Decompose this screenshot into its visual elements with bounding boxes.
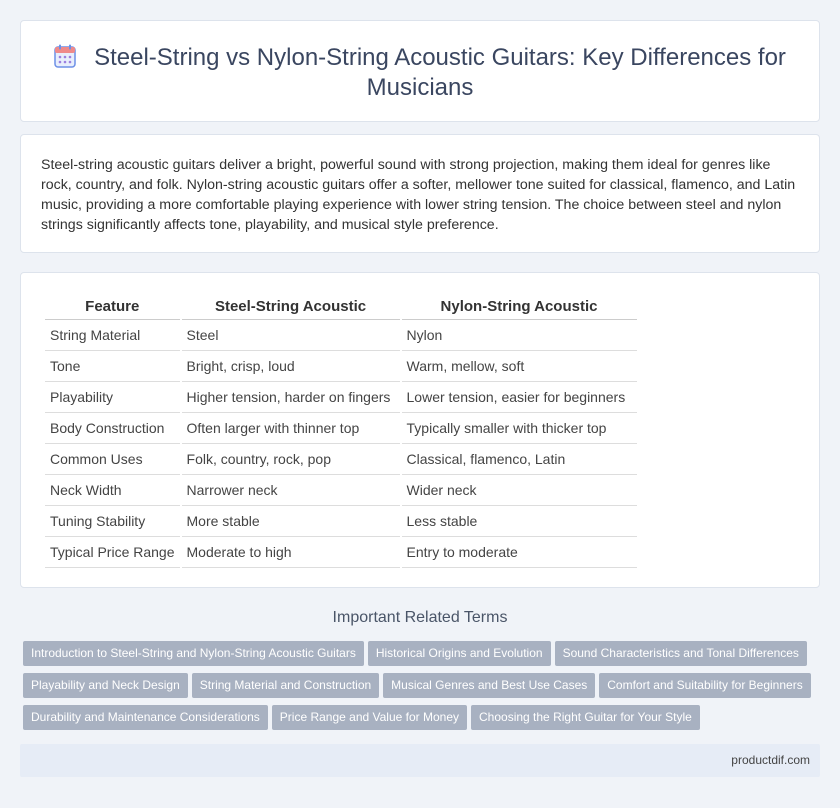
table-row xyxy=(44,350,637,381)
comparison-card xyxy=(20,272,820,588)
header-steel: Steel-String Acoustic xyxy=(181,295,401,319)
feature-cell: Tuning Stability xyxy=(44,505,181,536)
steel-cell: Folk, country, rock, pop xyxy=(181,443,401,474)
related-term-tag[interactable]: Durability and Maintenance Considerations xyxy=(23,705,268,730)
feature-cell: String Material xyxy=(44,319,181,350)
calendar-icon xyxy=(54,44,76,68)
nylon-cell: Lower tension, easier for beginners xyxy=(401,381,637,412)
table-row xyxy=(44,443,637,474)
related-term-tag[interactable]: Introduction to Steel-String and Nylon-String Acoustic Guitars xyxy=(23,641,364,666)
header-feature: Feature xyxy=(44,295,181,319)
table-row xyxy=(44,319,637,350)
steel-cell: Often larger with thinner top xyxy=(181,412,401,443)
related-terms-tags xyxy=(23,641,823,737)
nylon-cell: Classical, flamenco, Latin xyxy=(401,443,637,474)
feature-cell: Body Construction xyxy=(44,412,181,443)
header-card xyxy=(20,20,820,122)
table-row xyxy=(44,474,637,505)
table-row xyxy=(44,505,637,536)
page-title-container xyxy=(21,43,819,103)
tag-row xyxy=(23,641,823,673)
related-term-tag[interactable]: Historical Origins and Evolution xyxy=(368,641,551,666)
nylon-cell: Entry to moderate xyxy=(401,536,637,567)
related-term-tag[interactable]: Musical Genres and Best Use Cases xyxy=(383,673,595,698)
related-term-tag[interactable]: Price Range and Value for Money xyxy=(272,705,467,730)
steel-cell: More stable xyxy=(181,505,401,536)
footer-bar xyxy=(20,744,820,777)
table-row xyxy=(44,381,637,412)
related-term-tag[interactable]: Comfort and Suitability for Beginners xyxy=(599,673,810,698)
summary-text: Steel-string acoustic guitars deliver a bright, powerful sound with strong projection, making them ideal for genres like rock, country, and folk. Nylon-string acoustic guitars offer a softer, mellower tone suited for classical, flamenco, and Latin music, providing a more comfortable playing experience with lower string tension. The choice between steel and nylon strings significantly affects tone, playability, and musical style preference. xyxy=(41,157,796,233)
steel-cell: Moderate to high xyxy=(181,536,401,567)
header-nylon: Nylon-String Acoustic xyxy=(401,295,637,319)
nylon-cell: Nylon xyxy=(401,319,637,350)
nylon-cell: Less stable xyxy=(401,505,637,536)
steel-cell: Steel xyxy=(181,319,401,350)
footer-site[interactable]: productdif.com xyxy=(731,753,810,767)
tag-row xyxy=(23,705,823,737)
related-terms-title: Important Related Terms xyxy=(332,609,508,626)
related-term-tag[interactable]: Choosing the Right Guitar for Your Style xyxy=(471,705,700,730)
steel-cell: Narrower neck xyxy=(181,474,401,505)
steel-cell: Higher tension, harder on fingers xyxy=(181,381,401,412)
related-term-tag[interactable]: Playability and Neck Design xyxy=(23,673,188,698)
tag-row xyxy=(23,673,823,705)
feature-cell: Typical Price Range xyxy=(44,536,181,567)
table-header-row xyxy=(44,295,637,319)
feature-cell: Common Uses xyxy=(44,443,181,474)
steel-cell: Bright, crisp, loud xyxy=(181,350,401,381)
related-term-tag[interactable]: Sound Characteristics and Tonal Differences xyxy=(555,641,807,666)
nylon-cell: Typically smaller with thicker top xyxy=(401,412,637,443)
feature-cell: Playability xyxy=(44,381,181,412)
table-row xyxy=(44,536,637,567)
nylon-cell: Wider neck xyxy=(401,474,637,505)
table-row xyxy=(44,412,637,443)
comparison-table xyxy=(43,295,637,568)
feature-cell: Neck Width xyxy=(44,474,181,505)
page-title: Steel-String vs Nylon-String Acoustic Guitars: Key Differences for Musicians xyxy=(94,44,786,101)
nylon-cell: Warm, mellow, soft xyxy=(401,350,637,381)
summary-card xyxy=(20,134,820,253)
feature-cell: Tone xyxy=(44,350,181,381)
related-term-tag[interactable]: String Material and Construction xyxy=(192,673,379,698)
